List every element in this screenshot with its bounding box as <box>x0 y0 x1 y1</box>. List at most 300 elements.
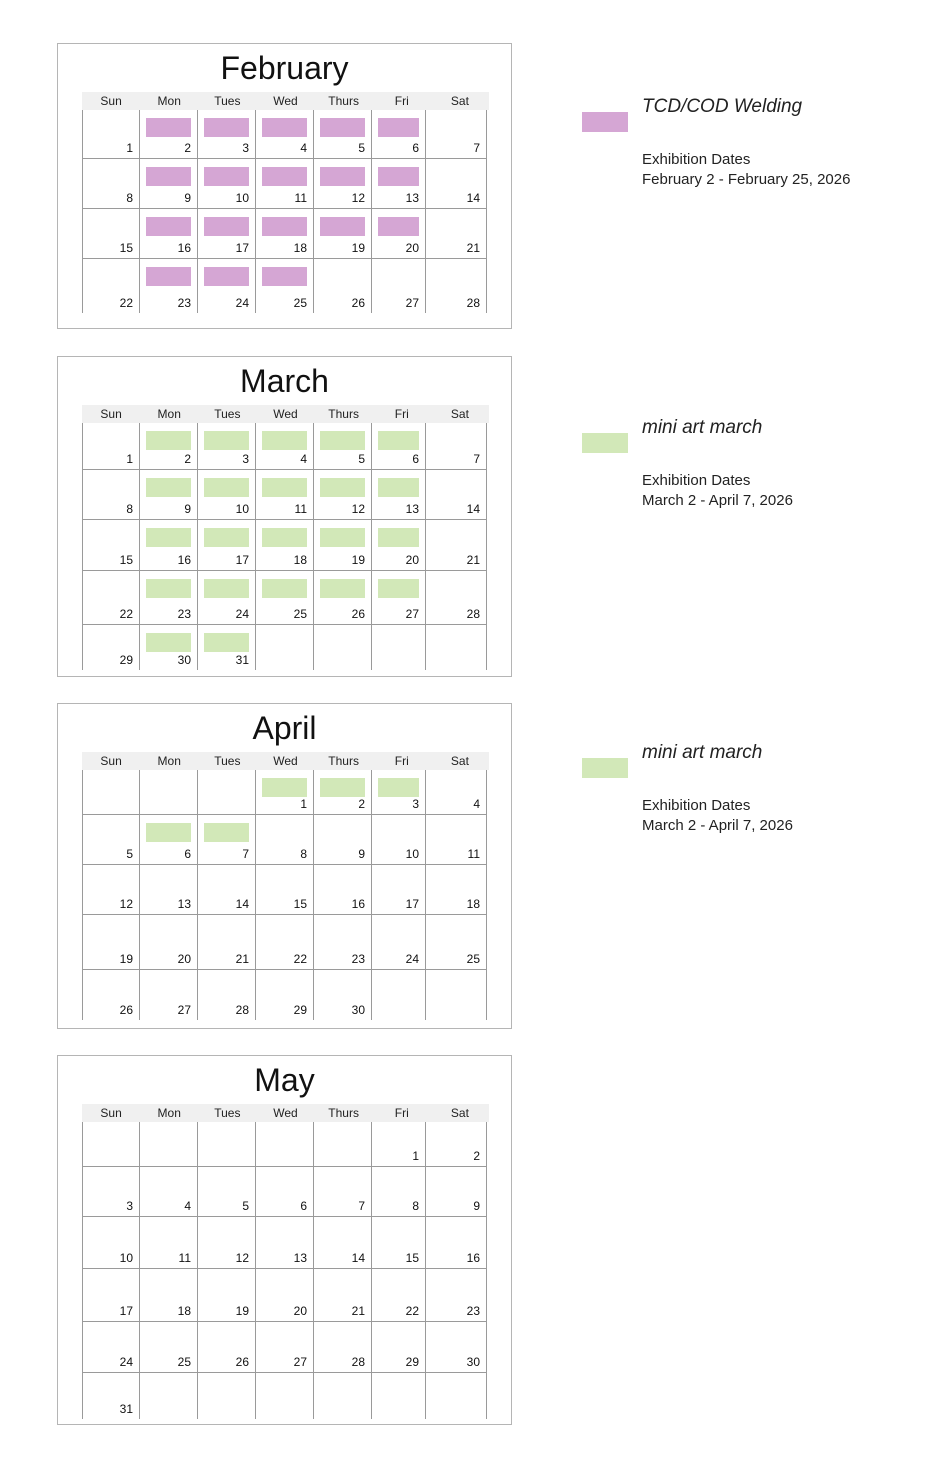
day-cell[interactable] <box>426 770 487 815</box>
day-cell[interactable] <box>256 865 314 915</box>
day-number: 6 <box>412 141 419 155</box>
day-number: 28 <box>466 607 480 621</box>
day-number: 7 <box>358 1199 365 1213</box>
day-cell[interactable] <box>314 1322 372 1373</box>
day-cell[interactable] <box>314 865 372 915</box>
day-cell[interactable] <box>256 159 314 209</box>
exhibition-bar <box>320 478 365 497</box>
day-number: 28 <box>351 1355 365 1369</box>
day-number: 11 <box>178 1251 191 1265</box>
day-cell[interactable] <box>426 970 487 1020</box>
day-cell[interactable] <box>314 159 372 209</box>
day-cell[interactable] <box>140 571 198 625</box>
weekday-label: Sun <box>100 1106 122 1120</box>
day-number: 6 <box>300 1199 307 1213</box>
day-number: 7 <box>473 452 480 466</box>
day-cell[interactable] <box>314 1217 372 1269</box>
legend-label: Exhibition Dates <box>642 151 751 168</box>
day-cell[interactable] <box>426 1322 487 1373</box>
day-cell[interactable] <box>140 423 198 470</box>
calendar-0 <box>57 43 512 329</box>
day-number: 8 <box>126 502 133 516</box>
day-cell[interactable] <box>82 571 140 625</box>
legend-label: Exhibition Dates <box>642 472 751 489</box>
day-cell[interactable] <box>426 259 487 313</box>
legend-swatch <box>582 433 628 453</box>
day-number: 18 <box>293 241 307 255</box>
day-cell[interactable] <box>426 520 487 571</box>
day-cell[interactable] <box>82 1373 140 1419</box>
month-title: April <box>252 710 317 746</box>
day-cell[interactable] <box>198 110 256 159</box>
day-number: 17 <box>235 241 249 255</box>
weekday-label: Thurs <box>328 754 359 768</box>
day-cell[interactable] <box>82 209 140 259</box>
day-cell[interactable] <box>140 865 198 915</box>
day-cell[interactable] <box>372 915 426 970</box>
day-number: 19 <box>351 241 365 255</box>
day-cell[interactable] <box>314 423 372 470</box>
day-number: 12 <box>235 1251 249 1265</box>
day-cell[interactable] <box>314 770 372 815</box>
weekday-label: Fri <box>394 1106 409 1120</box>
day-cell[interactable] <box>426 110 487 159</box>
exhibition-bar <box>204 528 249 547</box>
day-cell[interactable] <box>198 915 256 970</box>
day-cell[interactable] <box>372 1217 426 1269</box>
day-cell[interactable] <box>198 209 256 259</box>
day-number: 20 <box>405 553 419 567</box>
day-cell[interactable] <box>82 159 140 209</box>
day-cell[interactable] <box>426 865 487 915</box>
day-cell[interactable] <box>426 470 487 520</box>
exhibition-bar <box>204 633 249 652</box>
day-cell[interactable] <box>372 1373 426 1419</box>
day-cell[interactable] <box>256 209 314 259</box>
day-number: 24 <box>235 296 249 310</box>
day-cell[interactable] <box>372 815 426 865</box>
day-cell[interactable] <box>198 1322 256 1373</box>
legend-swatch <box>582 112 628 132</box>
exhibition-bar <box>146 217 191 236</box>
day-number: 16 <box>466 1251 480 1265</box>
day-cell[interactable] <box>426 1217 487 1269</box>
exhibition-bar <box>146 528 191 547</box>
day-cell[interactable] <box>256 1217 314 1269</box>
day-cell[interactable] <box>198 159 256 209</box>
legend-swatch <box>582 758 628 778</box>
day-cell[interactable] <box>314 915 372 970</box>
day-cell[interactable] <box>82 520 140 571</box>
day-number: 21 <box>235 952 249 966</box>
day-cell[interactable] <box>198 520 256 571</box>
day-cell[interactable] <box>314 209 372 259</box>
exhibition-bar <box>262 778 307 797</box>
day-cell[interactable] <box>198 259 256 313</box>
day-cell[interactable] <box>372 110 426 159</box>
exhibition-bar <box>320 579 365 598</box>
day-cell[interactable] <box>372 571 426 625</box>
day-cell[interactable] <box>314 625 372 670</box>
day-cell[interactable] <box>372 423 426 470</box>
day-number: 9 <box>358 847 365 861</box>
day-cell[interactable] <box>140 1322 198 1373</box>
day-cell[interactable] <box>140 520 198 571</box>
day-cell[interactable] <box>82 1217 140 1269</box>
day-number: 8 <box>126 191 133 205</box>
day-cell[interactable] <box>198 815 256 865</box>
weekday-label: Thurs <box>328 94 359 108</box>
day-number: 29 <box>293 1003 307 1017</box>
weekday-label: Wed <box>273 407 298 421</box>
day-number: 3 <box>412 797 419 811</box>
day-number: 2 <box>184 452 191 466</box>
day-cell[interactable] <box>372 770 426 815</box>
day-number: 15 <box>405 1251 419 1265</box>
day-cell[interactable] <box>256 1322 314 1373</box>
exhibition-bar <box>204 118 249 137</box>
exhibition-bar <box>262 217 307 236</box>
day-cell[interactable] <box>82 770 140 815</box>
day-cell[interactable] <box>140 1269 198 1322</box>
day-cell[interactable] <box>82 259 140 313</box>
day-number: 22 <box>119 296 133 310</box>
exhibition-bar <box>262 579 307 598</box>
day-number: 1 <box>300 797 307 811</box>
weekday-label: Sun <box>100 407 122 421</box>
legend-title: TCD/COD Welding <box>642 96 803 117</box>
day-cell[interactable] <box>256 915 314 970</box>
day-number: 31 <box>119 1402 133 1416</box>
exhibition-bar <box>146 167 191 186</box>
day-number: 22 <box>119 607 133 621</box>
weekday-label: Sun <box>100 94 122 108</box>
day-number: 3 <box>242 141 249 155</box>
exhibition-bar <box>262 118 307 137</box>
weekday-header <box>82 752 489 770</box>
day-cell[interactable] <box>256 520 314 571</box>
day-cell[interactable] <box>198 770 256 815</box>
day-number: 16 <box>177 241 191 255</box>
day-number: 13 <box>177 897 191 911</box>
day-number: 21 <box>466 553 480 567</box>
day-number: 5 <box>358 141 365 155</box>
weekday-label: Tues <box>214 94 241 108</box>
day-number: 26 <box>351 607 365 621</box>
weekday-label: Mon <box>157 754 181 768</box>
day-number: 27 <box>405 296 419 310</box>
day-cell[interactable] <box>256 259 314 313</box>
day-number: 17 <box>405 897 419 911</box>
day-number: 15 <box>119 553 133 567</box>
day-cell[interactable] <box>314 1269 372 1322</box>
day-cell[interactable] <box>314 1373 372 1419</box>
day-cell[interactable] <box>426 1373 487 1419</box>
weekday-label: Mon <box>157 407 181 421</box>
weekday-label: Wed <box>273 1106 298 1120</box>
day-number: 3 <box>242 452 249 466</box>
day-cell[interactable] <box>140 110 198 159</box>
exhibition-bar <box>262 267 307 286</box>
day-cell[interactable] <box>314 970 372 1020</box>
weekday-label: Wed <box>273 94 298 108</box>
day-number: 10 <box>235 191 249 205</box>
day-number: 23 <box>177 607 191 621</box>
day-number: 17 <box>119 1304 133 1318</box>
day-cell[interactable] <box>140 470 198 520</box>
exhibition-bar <box>378 478 419 497</box>
weekday-label: Sat <box>450 754 469 768</box>
day-number: 4 <box>300 452 307 466</box>
day-cell[interactable] <box>140 259 198 313</box>
day-number: 19 <box>235 1304 249 1318</box>
day-cell[interactable] <box>256 470 314 520</box>
day-cell[interactable] <box>256 1122 314 1167</box>
day-cell[interactable] <box>198 571 256 625</box>
day-cell[interactable] <box>82 1167 140 1217</box>
exhibition-bar <box>320 118 365 137</box>
weekday-label: Tues <box>214 754 241 768</box>
exhibition-bar <box>204 579 249 598</box>
day-number: 3 <box>126 1199 133 1213</box>
day-number: 9 <box>473 1199 480 1213</box>
legend-title: mini art march <box>642 417 763 438</box>
day-cell[interactable] <box>140 915 198 970</box>
exhibition-bar <box>146 478 191 497</box>
day-cell[interactable] <box>426 423 487 470</box>
day-cell[interactable] <box>372 1122 426 1167</box>
exhibition-bar <box>204 167 249 186</box>
day-number: 27 <box>293 1355 307 1369</box>
day-cell[interactable] <box>372 259 426 313</box>
day-cell[interactable] <box>140 1217 198 1269</box>
day-number: 22 <box>405 1304 419 1318</box>
weekday-label: Sat <box>450 407 469 421</box>
day-cell[interactable] <box>372 470 426 520</box>
day-cell[interactable] <box>140 970 198 1020</box>
day-number: 19 <box>351 553 365 567</box>
day-cell[interactable] <box>426 915 487 970</box>
day-cell[interactable] <box>198 423 256 470</box>
day-cell[interactable] <box>372 209 426 259</box>
day-number: 27 <box>177 1003 191 1017</box>
day-cell[interactable] <box>256 110 314 159</box>
day-cell[interactable] <box>256 1269 314 1322</box>
day-cell[interactable] <box>256 625 314 670</box>
day-cell[interactable] <box>426 1122 487 1167</box>
legend-tcd-cod-welding <box>582 94 922 194</box>
day-number: 5 <box>358 452 365 466</box>
day-number: 24 <box>119 1355 133 1369</box>
legend-dates: March 2 - April 7, 2026 <box>642 817 793 834</box>
day-cell[interactable] <box>198 1167 256 1217</box>
day-number: 26 <box>119 1003 133 1017</box>
day-cell[interactable] <box>82 970 140 1020</box>
day-number: 4 <box>184 1199 191 1213</box>
day-cell[interactable] <box>198 1122 256 1167</box>
day-number: 28 <box>466 296 480 310</box>
day-number: 12 <box>351 191 365 205</box>
exhibition-bar <box>378 579 419 598</box>
legend-mini-art-march-april <box>582 740 922 840</box>
day-cell[interactable] <box>198 970 256 1020</box>
day-number: 8 <box>412 1199 419 1213</box>
day-number: 14 <box>235 897 249 911</box>
day-cell[interactable] <box>256 970 314 1020</box>
day-cell[interactable] <box>256 571 314 625</box>
day-cell[interactable] <box>426 625 487 670</box>
exhibition-bar <box>262 528 307 547</box>
day-cell[interactable] <box>82 865 140 915</box>
exhibition-bar <box>146 823 191 842</box>
day-number: 17 <box>235 553 249 567</box>
day-number: 5 <box>242 1199 249 1213</box>
day-cell[interactable] <box>140 1167 198 1217</box>
day-cell[interactable] <box>82 423 140 470</box>
day-cell[interactable] <box>372 520 426 571</box>
weekday-label: Tues <box>214 407 241 421</box>
day-number: 11 <box>467 847 480 861</box>
exhibition-bar <box>204 217 249 236</box>
day-number: 20 <box>177 952 191 966</box>
day-cell[interactable] <box>140 1122 198 1167</box>
day-cell[interactable] <box>198 1269 256 1322</box>
day-number: 25 <box>293 296 307 310</box>
day-number: 13 <box>405 191 419 205</box>
day-number: 1 <box>126 452 133 466</box>
day-cell[interactable] <box>140 770 198 815</box>
day-cell[interactable] <box>426 1167 487 1217</box>
day-number: 18 <box>466 897 480 911</box>
day-number: 14 <box>351 1251 365 1265</box>
day-number: 1 <box>412 1149 419 1163</box>
day-cell[interactable] <box>426 815 487 865</box>
day-number: 22 <box>293 952 307 966</box>
day-number: 21 <box>351 1304 365 1318</box>
legend-dates: March 2 - April 7, 2026 <box>642 492 793 509</box>
day-number: 31 <box>235 653 249 667</box>
day-number: 24 <box>235 607 249 621</box>
day-cell[interactable] <box>140 1373 198 1419</box>
day-cell[interactable] <box>82 815 140 865</box>
day-cell[interactable] <box>426 159 487 209</box>
day-number: 30 <box>177 653 191 667</box>
day-number: 11 <box>294 502 307 516</box>
exhibition-bar <box>204 267 249 286</box>
day-cell[interactable] <box>372 1269 426 1322</box>
day-cell[interactable] <box>140 159 198 209</box>
day-cell[interactable] <box>82 470 140 520</box>
day-cell[interactable] <box>140 625 198 670</box>
day-cell[interactable] <box>256 770 314 815</box>
exhibition-bar <box>262 167 307 186</box>
day-cell[interactable] <box>82 915 140 970</box>
day-cell[interactable] <box>82 625 140 670</box>
day-cell[interactable] <box>372 625 426 670</box>
weekday-header <box>82 92 489 110</box>
day-number: 18 <box>293 553 307 567</box>
day-number: 14 <box>466 191 480 205</box>
exhibition-bar <box>146 579 191 598</box>
exhibition-bar <box>262 431 307 450</box>
day-cell[interactable] <box>256 423 314 470</box>
day-cell[interactable] <box>140 815 198 865</box>
day-cell[interactable] <box>372 865 426 915</box>
month-title: May <box>254 1062 315 1098</box>
day-cell[interactable] <box>198 865 256 915</box>
weekday-label: Thurs <box>328 1106 359 1120</box>
day-cell[interactable] <box>198 1373 256 1419</box>
day-cell[interactable] <box>372 1167 426 1217</box>
day-cell[interactable] <box>372 970 426 1020</box>
day-cell[interactable] <box>82 1269 140 1322</box>
day-cell[interactable] <box>256 1373 314 1419</box>
weekday-label: Fri <box>394 407 409 421</box>
exhibition-bar <box>320 431 365 450</box>
day-cell[interactable] <box>314 1122 372 1167</box>
day-number: 30 <box>466 1355 480 1369</box>
day-cell[interactable] <box>372 1322 426 1373</box>
day-cell[interactable] <box>198 625 256 670</box>
day-number: 23 <box>351 952 365 966</box>
day-cell[interactable] <box>256 1167 314 1217</box>
day-number: 30 <box>351 1003 365 1017</box>
day-number: 19 <box>119 952 133 966</box>
day-cell[interactable] <box>314 815 372 865</box>
day-cell[interactable] <box>314 1167 372 1217</box>
day-number: 14 <box>466 502 480 516</box>
day-cell[interactable] <box>82 1322 140 1373</box>
day-number: 29 <box>405 1355 419 1369</box>
day-cell[interactable] <box>314 520 372 571</box>
weekday-label: Fri <box>394 94 409 108</box>
day-number: 6 <box>184 847 191 861</box>
day-cell[interactable] <box>140 209 198 259</box>
day-cell[interactable] <box>426 209 487 259</box>
day-number: 26 <box>351 296 365 310</box>
day-cell[interactable] <box>82 110 140 159</box>
day-cell[interactable] <box>426 1269 487 1322</box>
day-number: 25 <box>466 952 480 966</box>
exhibition-bar <box>146 431 191 450</box>
day-cell[interactable] <box>198 1217 256 1269</box>
exhibition-bar <box>146 118 191 137</box>
day-cell[interactable] <box>314 571 372 625</box>
day-number: 24 <box>405 952 419 966</box>
exhibition-bar <box>378 431 419 450</box>
day-cell[interactable] <box>314 470 372 520</box>
day-cell[interactable] <box>426 571 487 625</box>
day-cell[interactable] <box>314 259 372 313</box>
day-cell[interactable] <box>198 470 256 520</box>
day-number: 27 <box>405 607 419 621</box>
day-cell[interactable] <box>82 1122 140 1167</box>
day-number: 26 <box>235 1355 249 1369</box>
day-cell[interactable] <box>314 110 372 159</box>
day-number: 16 <box>177 553 191 567</box>
exhibition-bar <box>320 528 365 547</box>
exhibition-bar <box>378 528 419 547</box>
weekday-label: Sun <box>100 754 122 768</box>
day-cell[interactable] <box>256 815 314 865</box>
day-cell[interactable] <box>372 159 426 209</box>
weekday-header <box>82 405 489 423</box>
day-number: 20 <box>293 1304 307 1318</box>
exhibition-bar <box>378 118 419 137</box>
day-number: 13 <box>293 1251 307 1265</box>
day-number: 21 <box>466 241 480 255</box>
day-number: 15 <box>119 241 133 255</box>
